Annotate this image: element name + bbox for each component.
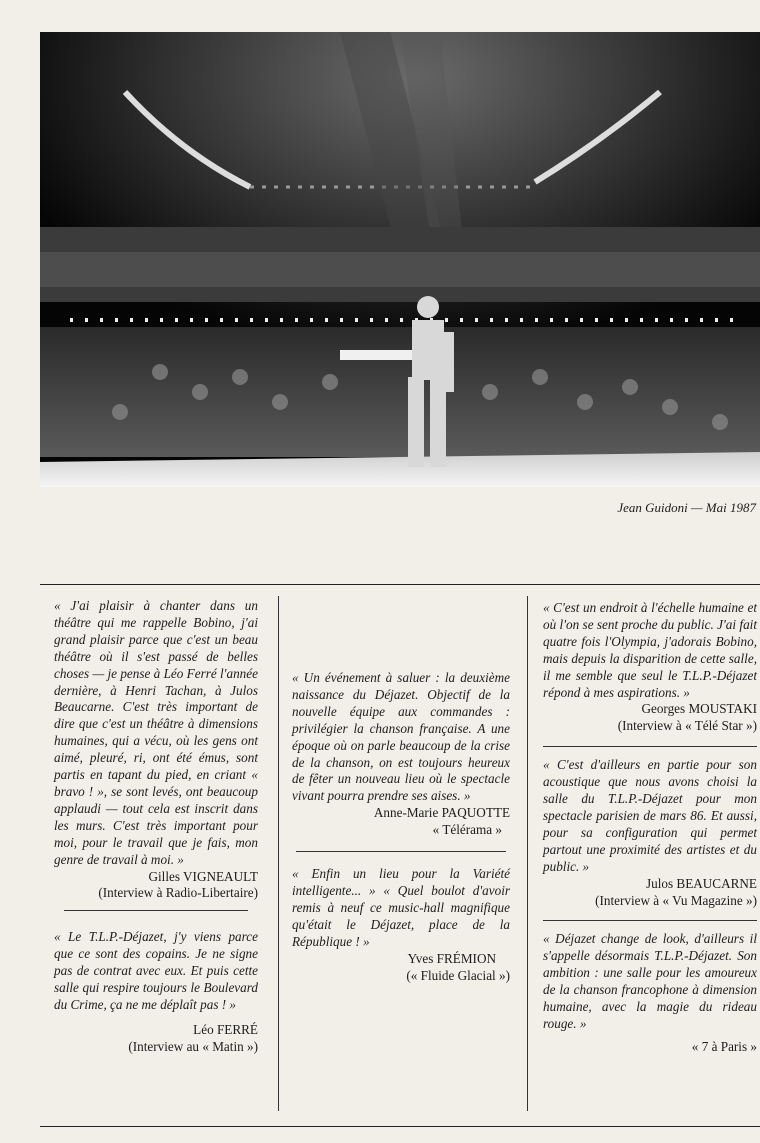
quote-text: « Un événement à saluer : la deuxième naissance du Déjazet. Objectif de la nouvelle équipe aux commandes : privilégier la chanson française. A une époque où on parle beaucoup de la crise de la chanson, on est toujours heureux de fêter un nouveau lieu où le spectacle vivant pourra prendre ses aises. » [292, 670, 510, 804]
column-divider-2 [527, 596, 528, 1111]
quote-source: (Interview à « Vu Magazine ») [595, 892, 757, 908]
left-column [54, 598, 258, 1056]
top-rule [40, 584, 760, 585]
quote-author: Anne-Marie PAQUOTTE [373, 805, 510, 821]
quote-text: « Enfin un lieu pour la Variété intelligente... » « Quel boulot d'avoir remis à neuf ce music-hall magnifique qu'était le Déjazet, place de la République ! » [292, 866, 510, 949]
right-column [543, 600, 757, 1056]
concert-stage-illustration [40, 32, 760, 487]
quote-separator [543, 746, 757, 747]
quote-separator [296, 851, 506, 852]
photo-caption: Jean Guidoni — Mai 1987 [617, 500, 756, 515]
quote-separator [543, 920, 757, 921]
column-divider-1 [278, 596, 279, 1111]
quote-text: « Le T.L.P.-Déjazet, j'y viens parce que ce sont des copains. Je ne signe pas de contrat avec eux. Et puis cette salle qui respire toujours le Boulevard du Crime, ça ne me déplaît pas ! » [54, 929, 258, 1012]
middle-column [292, 670, 510, 984]
quote-block [543, 931, 757, 1055]
quote-source: (« Fluide Glacial ») [406, 967, 510, 983]
quote-author: Julos BEAUCARNE [645, 875, 757, 891]
quote-author: Georges MOUSTAKI [641, 701, 757, 717]
concert-photo [40, 32, 760, 487]
quote-source: (Interview à Radio-Libertaire) [98, 885, 258, 901]
quote-author: Léo FERRÉ [193, 1021, 258, 1037]
quote-block [54, 598, 258, 902]
quote-block [54, 929, 258, 1055]
quote-text: « C'est un endroit à l'échelle humaine et où l'on se sent proche du public. J'ai fait quatre fois l'Olympia, j'adorais Bobino, mais depuis la disparition de cette salle, il me semble que seul le T.L.P.-Déjazet répond à mes aspirations. » [543, 600, 757, 700]
quote-text: « Déjazet change de look, d'ailleurs il s'appelle désormais T.L.P.-Déjazet. Son ambition : une salle pour les amoureux de la chanson francophone à dimension humaine, avec la magie du rideau rouge. » [543, 931, 757, 1031]
quote-author: Yves FRÉMION [407, 950, 496, 966]
quote-separator [64, 910, 248, 911]
quote-source: (Interview à « Télé Star ») [617, 718, 757, 734]
quote-source: « 7 à Paris » [691, 1038, 757, 1054]
quote-text: « C'est d'ailleurs en partie pour son acoustique que nous avons choisi la salle du T.L.P.-Déjazet pour mon spectacle parisien de mars 86. Et aussi, pour sa configuration qui permet partout une proximité des artistes et du public. » [543, 757, 757, 874]
quote-source: (Interview au « Matin ») [128, 1038, 258, 1054]
quote-text: « J'ai plaisir à chanter dans un théâtre qui me rappelle Bobino, j'ai grand plaisir parce que c'est un beau théâtre où il s'est passé de belles choses — je pense à Léo Ferré l'année dernière, à Henri Tachan, à Julos Beaucarne. C'est très important de dire que c'est un théâtre à dimensions humaines, qui a vécu, où les gens ont aimé, pleuré, ri, ont été émus, sont partis en tapant du pied, en criant « bravo ! », se sont levés, ont beaucoup applaudi — tout cela est inscrit dans les murs. C'est très important pour moi, pour le travail que je fais, mon genre de travail à moi. » [54, 598, 258, 867]
quote-author: Gilles VIGNEAULT [148, 868, 258, 884]
quote-source: « Télérama » [432, 822, 502, 838]
quote-block [543, 600, 757, 735]
bottom-rule [40, 1126, 760, 1127]
quote-block [543, 757, 757, 909]
quote-block [292, 670, 510, 839]
quote-block [292, 866, 510, 984]
